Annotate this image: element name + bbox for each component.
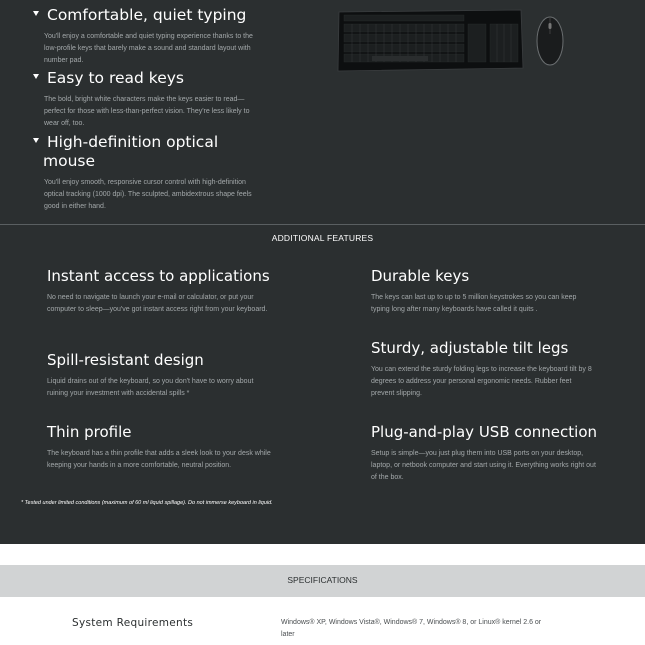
bullet-title-optical-mouse bbox=[33, 133, 218, 152]
bullet-body-quiet-typing: You'll enjoy a comfortable and quiet typing experience thanks to the low-profile keys that barely make a sound and standard layout with number pad. bbox=[44, 33, 253, 64]
feature-body-durable-keys: The keys can last up to up to 5 million keystrokes so you can keep typing long after many keyboards have called it quits . bbox=[371, 294, 577, 313]
bullet-title-quiet-typing bbox=[33, 6, 246, 25]
bullet-title-text: Comfortable, quiet typing bbox=[47, 6, 247, 24]
spill-footnote: * Tested under limited conditions (maximum of 60 ml liquid spillage). Do not immerse keyboard in liquid. bbox=[21, 500, 273, 506]
bullet-body-optical-mouse: You'll enjoy smooth, responsive cursor control with high-definition optical tracking (1000 dpi). The sculpted, ambidextrous shape feels good in either hand. bbox=[44, 179, 252, 210]
feature-title-instant-access: Instant access to applications bbox=[47, 267, 270, 285]
triangle-down-icon bbox=[33, 74, 39, 79]
feature-title-tilt-legs: Sturdy, adjustable tilt legs bbox=[371, 339, 569, 357]
triangle-down-icon bbox=[33, 11, 39, 16]
keyboard-image bbox=[336, 8, 524, 73]
bullet-title-easy-read bbox=[33, 69, 184, 88]
specifications-heading: SPECIFICATIONS bbox=[287, 575, 358, 585]
feature-title-usb-connection: Plug-and-play USB connection bbox=[371, 423, 598, 441]
mouse-image bbox=[535, 14, 565, 67]
bullet-title-text: Easy to read keys bbox=[47, 69, 184, 87]
spec-value-system-requirements: Windows® XP, Windows Vista®, Windows® 7, Windows® 8, or Linux® kernel 2.6 or later bbox=[281, 619, 542, 638]
feature-body-instant-access: No need to navigate to launch your e-mail or calculator, or put your computer to sleep—you've got instant access right from your keyboard. bbox=[47, 294, 268, 313]
feature-body-tilt-legs: You can extend the sturdy folding legs to increase the keyboard tilt by 8 degrees to address your personal ergonomic needs. Rubber feet prevent slipping. bbox=[371, 366, 592, 397]
feature-title-durable-keys: Durable keys bbox=[371, 267, 470, 285]
triangle-down-icon bbox=[33, 138, 39, 143]
feature-body-usb-connection: Setup is simple—you just plug them into USB ports on your desktop, laptop, or netbook computer and start using it. Everything works right out of the box. bbox=[371, 450, 596, 481]
feature-title-thin-profile: Thin profile bbox=[47, 423, 132, 441]
feature-body-spill-resistant: Liquid drains out of the keyboard, so you don't have to worry about ruining your investment with accidental spills * bbox=[47, 378, 254, 397]
bullet-title-text: High-definition optical bbox=[47, 133, 219, 151]
bullet-title-optical-mouse-line2: mouse bbox=[43, 152, 96, 170]
section-divider bbox=[0, 224, 645, 225]
additional-features-heading: ADDITIONAL FEATURES bbox=[271, 233, 374, 243]
bullet-body-easy-read: The bold, bright white characters make the keys easier to read—perfect for those with less-than-perfect vision. They're less likely to wear off, too. bbox=[44, 96, 250, 127]
spec-label-system-requirements: System Requirements bbox=[72, 617, 194, 629]
feature-title-spill-resistant: Spill-resistant design bbox=[47, 351, 204, 369]
feature-body-thin-profile: The keyboard has a thin profile that adds a sleek look to your desk while keeping your hands in a more comfortable, neutral position. bbox=[47, 450, 271, 469]
